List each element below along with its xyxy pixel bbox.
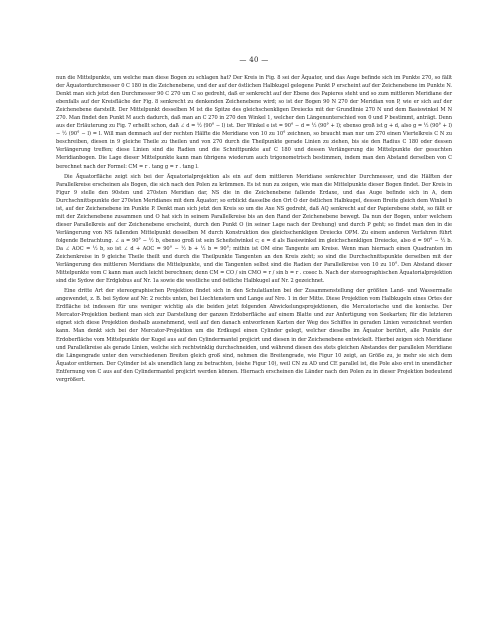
paragraph-equatorial-projection: Die Äquatorfläche zeigt sich bei der Äquatorialprojektion als ein auf dem mittleren Meridiane senkrechter Durchmesser, und die Hälften der Parallelkreise erscheinen als Bogen, die sich nach den Polen zu krümmen. Es ist nun zu zeigen, wie man die Mittelpunkte dieser Bogen findet. Der Kreis in Figur 9 stelle den 90sten und 270sten Meridian dar, NS die in die Zeichenebene fallende Erdaxe, und das Auge befinde sich in A, dem Durchschnittspunkte der 270sten Meridianes mit dem Äquator; so erblickt dasselbe den Ort O der östlichen Halbkugel, dessen Breite gleich dem Winkel b ist, auf der Zeichenebene im Punkte P. Denkt man sich jetzt den Kreis so um die Axe NS gedreht, daß AQ senkrecht auf der Papierebene steht, so fällt er mit der Zeichenebene zusammen und O hat sich in seinem Parallelkreise bis an den Rand der Zeichenebene bewegt. Da nun der Bogen, unter welchem dieser Parallelkreis auf der Zeichenebene erscheint, durch den Punkt O (in seiner Lage nach der Drehung) und durch P geht; so findet man den in die Verlängerung von NS fallenden Mittelpunkt desselben M durch Konstruktion des gleichschenkligen Dreiecks OPM. Zu einem anderen Verfahren führt folgende Betrachtung. ∠ a = 90° − ½ b, ebenso groß ist sein Scheitelwinkel c; e = d als Basiswinkel im gleichschenkligen Dreiecke, also d = 90° − ½ b. Da ∠ AOC = ½ b, so ist ∠ d + AOC = 90° − ½ b + ½ b = 90°; mithin ist OM eine Tangente am Kreise. Wenn man hiernach einen Quadranten im Zeichenkreise in 9 gleiche Theile theilt und durch die Theilpunkte Tangenten an den Kreis zieht; so sind die Durchschnittspunkte derselben mit der Verlängerung des mittleren Meridians die Mittelpunkte, und die Tangenten selbst sind die Radien der Parallelkreise von 10 zu 10°. Den Abstand dieser Mittelpunkte vom C kann man auch leicht berechnen; denn CM = CO / sin CMO = r / sin b = r . cosec b. Nach der stereographischen Äquatorialprojektion sind die Sydow der Erdglobus auf Nr. 1a sowie die westliche und östliche Halbkugel auf Nr. 2 gezeichnet. <box>56 173 452 285</box>
document-page <box>56 56 452 386</box>
paragraph-mercator-projection: Eine dritte Art der stereographischen Projektion findet sich in den Schulatlanten bei der Zusammenstellung der größten Land- und Wassermaße angewendet, z. B. bei Sydow auf Nr. 2 rechts unten, bei Liechtenstern und Lange auf Nro. 1 in der Mitte. Diese Projektion vom Halbkugeln eines Ortes der Erdfläche ist indessen für uns weniger wichtig als die beiden jetzt folgenden Abwickelungsprojektionen, die Mercatorische und die konische. Der Mercator-Projektion bedient man sich zur Darstellung der ganzen Erdoberfläche auf einem Blatte und zur Anfertigung von Seekarten; für die letzteren eignet sich diese Projektion deshalb ausnehmend, weil auf den danach entworfenen Karten der Weg des Schiffes in geraden Linien verzeichnet werden kann. Man denkt sich bei der Mercator-Projektion um die Erdkugel einen Cylinder gelegt, welcher dieselbe im Äquator berührt, alle Punkte der Erdoberfläche vom Mittelpunkte der Kugel aus auf den Cylindermantel projicirt und diesen in der Zeichenebene entwickelt. Hierbei zeigen sich Meridiane und Parallelkreise als gerade Linien, welche sich rechtwinklig durchschneiden, und während diesen des stets gleichen Abstandes der parallelen Meridiane die Längengrade unter den verschiedenen Breiten gleich groß sind, nehmen die Breitengrade, wie Figur 10 zeigt, an Größe zu, je mehr sie sich dem Äquator entfernen. Der Cylinder ist als unendlich lang zu betrachten, (siehe Figur 10), weil CN zu AD und CE parallel ist, die Pole also erst in unendlicher Entfernung von C aus auf den Cylindermantel projicirt werden können. Hiernach erscheinen die Länder nach den Polen zu in dieser Projektion bedeutend vergrößert. <box>56 288 452 383</box>
page-number: — 40 — <box>239 56 269 64</box>
paragraph-meridian-construction: nun die Mittelpunkte, um welche man diese Bogen zu schlagen hat? Der Kreis in Fig. 8 sei der Äquator, und das Auge befinde sich im Punkte 270, so fällt der Äquatordurchmesser 0 C 180 in die Zeichenebene, und der auf der östlichen Halbkugel gelegene Punkt P erscheint auf der Zeichenebene im Punkte N. Denkt man sich jetzt den Durchmesser 90 C 270 um C so gedreht, daß er senkrecht auf der Ebene des Papieres steht und so zum mittleren Meridiane der ebenfalls auf der Kreisfläche der Fig. 8 senkrecht zu denkenden Zeichenebene wird; so ist der Bogen 90 N 270 der Meridian von P, wie er sich auf der Zeichenebene darstellt. Der Mittelpunkt desselben M ist die Spitze des gleichschenkligen Dreiecks mit der Grundlinie 270 N und dem Basiswinkel M N 270. Man findet den Punkt M auch dadurch, daß man an C 270 in 270 den Winkel 1, welcher den Längenunterschied von 0 und P bestimmt, anträgt. Denn aus der Erläuterung zu Fig. 7 erhellt schon, daß ∠ d = ½ (90° − l) ist. Der Winkel e ist = 90° − d = ½ (90° + l); ebenso groß ist g + d, also g = ½ (90° + l) − ½ (90° − l) = l. Will man demnach auf der rechten Hälfte die Meridiane von 10 zu 10° zeichnen, so braucht man nur um 270 einen Viertelkreis C N zu beschreiben, diesen in 9 gleiche Theile zu theilen und von 270 durch die Theilpunkte gerade Linien zu ziehen, bis sie den Radius C 180 oder dessen Verlängerung treffen; diese Linien sind die Radien und die Schnittpunkte auf C 180 und dessen Verlängerung die Mittelpunkte der gesuchten Meridianbogen. Die Lage dieser Mittelpunkte kann man übrigens wiederum auch trigonometrisch bestimmen, indem man den Abstand derselben von C berechnet nach der Formel: CM = r . tang g = r . tang l. <box>56 75 452 170</box>
